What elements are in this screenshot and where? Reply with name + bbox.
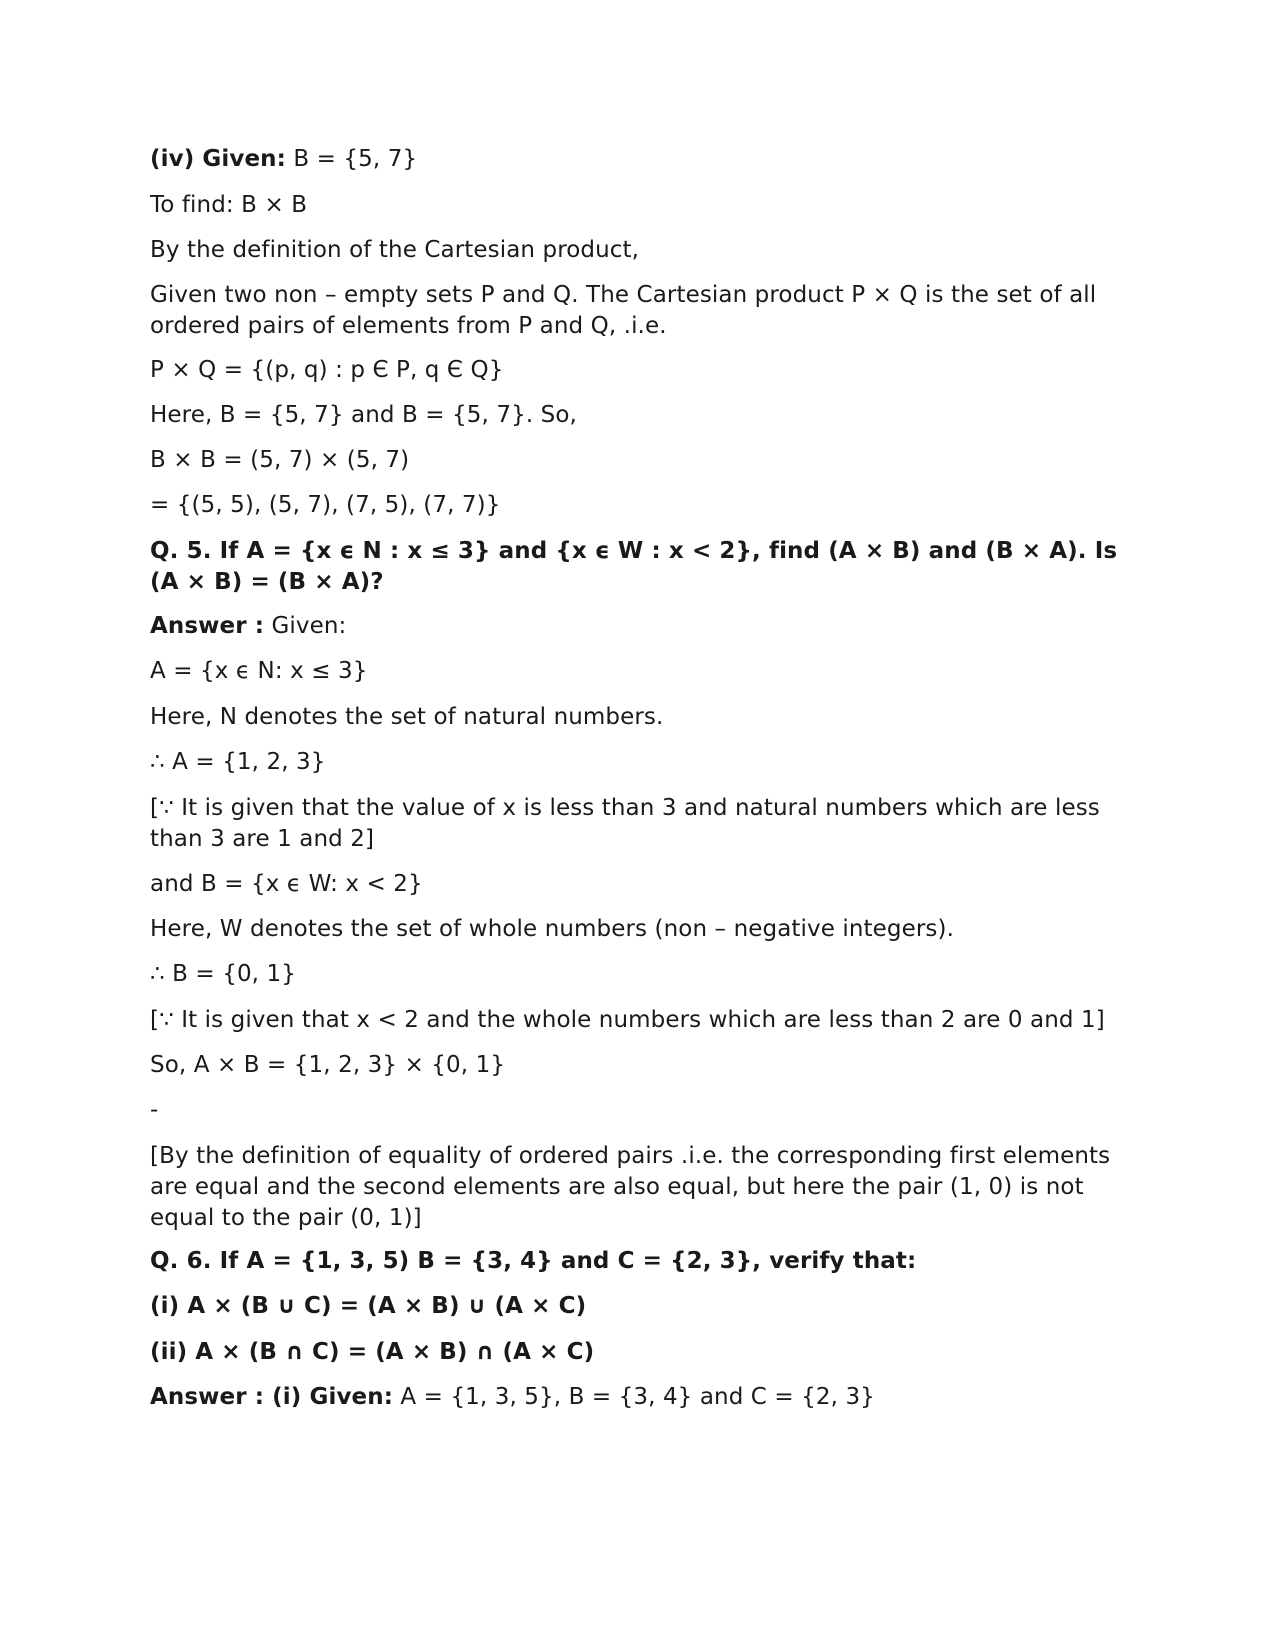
set-b-result: ∴ B = {0, 1} [150,961,296,987]
definition-intro: By the definition of the Cartesian product, [150,237,640,263]
set-a-reason: [∵ It is given that the value of x is less than 3 and natural numbers which are less than 3 are 1 and 2] [150,795,1100,852]
dash-line: - [150,1097,159,1123]
answer-label: Answer : [150,613,265,639]
here-b-line: Here, B = {5, 7} and B = {5, 7}. So, [150,402,577,428]
bxb-product: B × B = (5, 7) × (5, 7) [150,447,410,473]
set-b-definition: and B = {x ϵ W: x < 2} [150,871,423,897]
part-iv-given: (iv) Given: B = {5, 7} [150,146,418,172]
answer-6-given-line: Answer : (i) Given: A = {1, 3, 5}, B = {3, 4} and C = {2, 3} [150,1384,875,1410]
answer-label: Answer : (i) Given: [150,1384,394,1410]
equality-definition-note: [By the definition of equality of ordered pairs .i.e. the corresponding first elements are equal and the second elements are also equal, but here the pair (1, 0) is not equal to the pair (0, 1)] [150,1143,1111,1231]
question-6-heading: Q. 6. If A = {1, 3, 5) B = {3, 4} and C = {2, 3}, verify that: [150,1248,917,1274]
whole-numbers-note: Here, W denotes the set of whole numbers (non – negative integers). [150,916,954,942]
question-5-heading: Q. 5. If A = {x ϵ N : x ≤ 3} and {x ϵ W : x < 2}, find (A × B) and (B × A). Is (A × B) = (B × A)? [150,538,1118,595]
set-a-result: ∴ A = {1, 2, 3} [150,749,326,775]
natural-numbers-note: Here, N denotes the set of natural numbers. [150,704,664,730]
cartesian-definition: Given two non – empty sets P and Q. The Cartesian product P × Q is the set of all ordered pairs of elements from P and Q, .i.e. [150,282,1097,339]
question-6-part-i: (i) A × (B ∪ C) = (A × B) ∪ (A × C) [150,1293,587,1319]
question-6-part-ii: (ii) A × (B ∩ C) = (A × B) ∩ (A × C) [150,1339,595,1365]
set-b-reason: [∵ It is given that x < 2 and the whole numbers which are less than 2 are 0 and 1] [150,1007,1105,1033]
axb-product: So, A × B = {1, 2, 3} × {0, 1} [150,1052,506,1078]
set-a-definition: A = {x ϵ N: x ≤ 3} [150,658,368,684]
given-label: (iv) Given: [150,146,286,172]
cartesian-formula: P × Q = {(p, q) : p Є P, q Є Q} [150,357,504,383]
bxb-result: = {(5, 5), (5, 7), (7, 5), (7, 7)} [150,492,501,518]
answer-given-line: Answer : Given: [150,613,347,639]
to-find-line: To find: B × B [150,192,308,218]
